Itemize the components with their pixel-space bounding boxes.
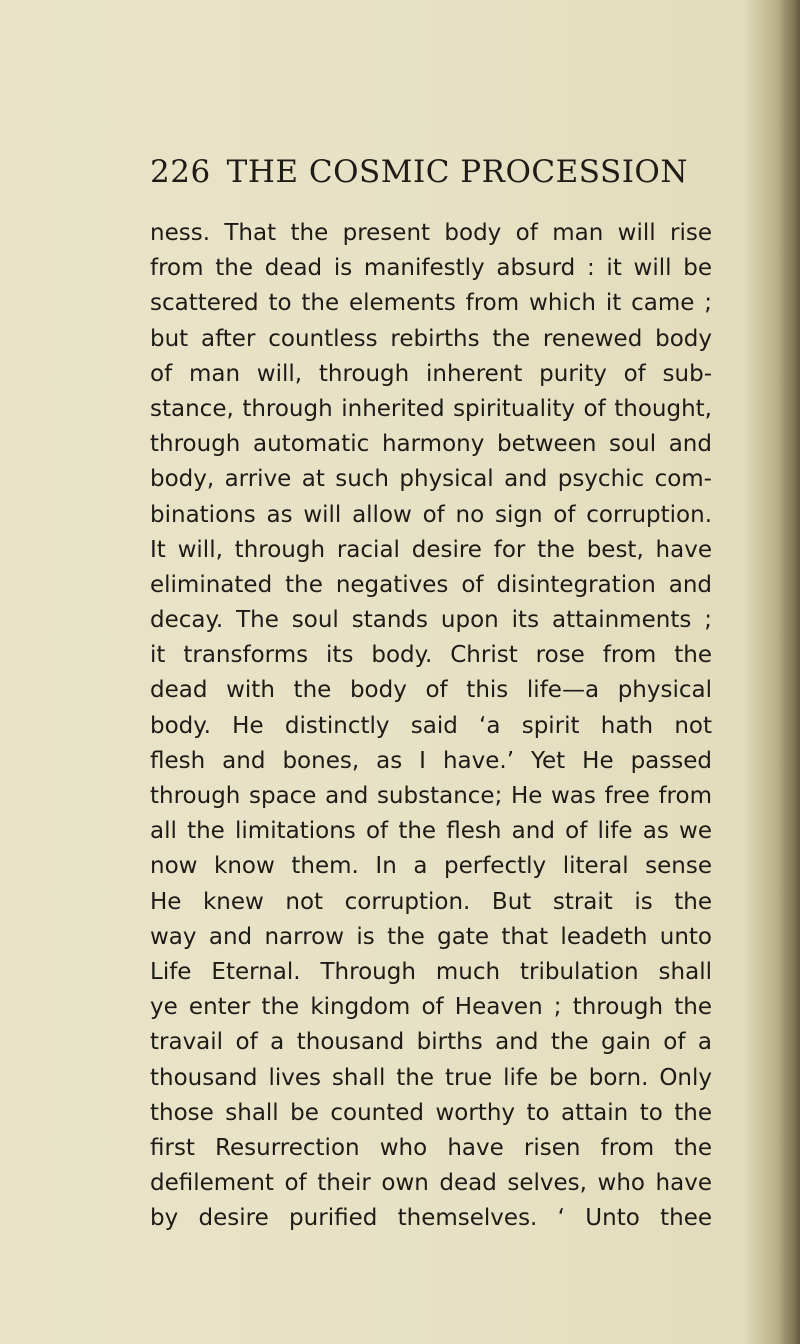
page-edge-shadow [778,0,800,1344]
text-line: eliminated the negatives of disintegration and [150,571,712,598]
text-line: but after countless rebirths the renewed body [150,325,712,352]
text-line: body, arrive at such physical and psychic com- [150,466,712,493]
text-line: it transforms its body. Christ rose from the [150,642,712,669]
text-line: defilement of their own dead selves, who have [150,1170,712,1197]
running-title: THE COSMIC PROCESSION [226,154,688,190]
text-line: flesh and bones, as I have.’ Yet He passed [150,747,712,774]
text-line: decay. The soul stands upon its attainments ; [150,607,712,634]
text-line: body. He distinctly said ‘a spirit hath not [150,712,712,739]
text-line: through automatic harmony between soul and [150,431,712,458]
text-line: through space and substance; He was free from [150,783,712,809]
body-text [150,216,712,1236]
text-line: from the dead is manifestly absurd : it will be [150,255,712,282]
text-line: dead with the body of this life—a physical [150,677,712,704]
text-line: He knew not corruption. But strait is the [150,888,712,915]
text-line: ye enter the kingdom of Heaven ; through the [150,994,712,1021]
text-line: first Resurrection who have risen from the [150,1134,712,1161]
text-line: thousand lives shall the true life be born. Only [150,1064,712,1091]
text-line: scattered to the elements from which it came ; [150,290,712,317]
text-line: binations as will allow of no sign of corruption. [150,501,712,528]
text-line: now know them. In a perfectly literal sense [150,853,712,880]
text-line: all the limitations of the flesh and of life as we [150,818,712,845]
page-number: 226 [150,154,211,190]
text-line: It will, through racial desire for the best, have [150,536,712,563]
text-line: those shall be counted worthy to attain to the [150,1099,712,1126]
text-line: stance, through inherited spirituality of thought, [150,395,712,422]
text-line: travail of a thousand births and the gain of a [150,1029,712,1056]
text-line: by desire purified themselves. ‘ Unto thee [150,1205,712,1232]
text-line: ness. That the present body of man will rise [150,220,712,246]
text-line: of man will, through inherent purity of sub- [150,360,712,387]
running-head [150,150,688,194]
text-line: way and narrow is the gate that leadeth unto [150,923,712,950]
text-line: Life Eternal. Through much tribulation shall [150,958,712,985]
